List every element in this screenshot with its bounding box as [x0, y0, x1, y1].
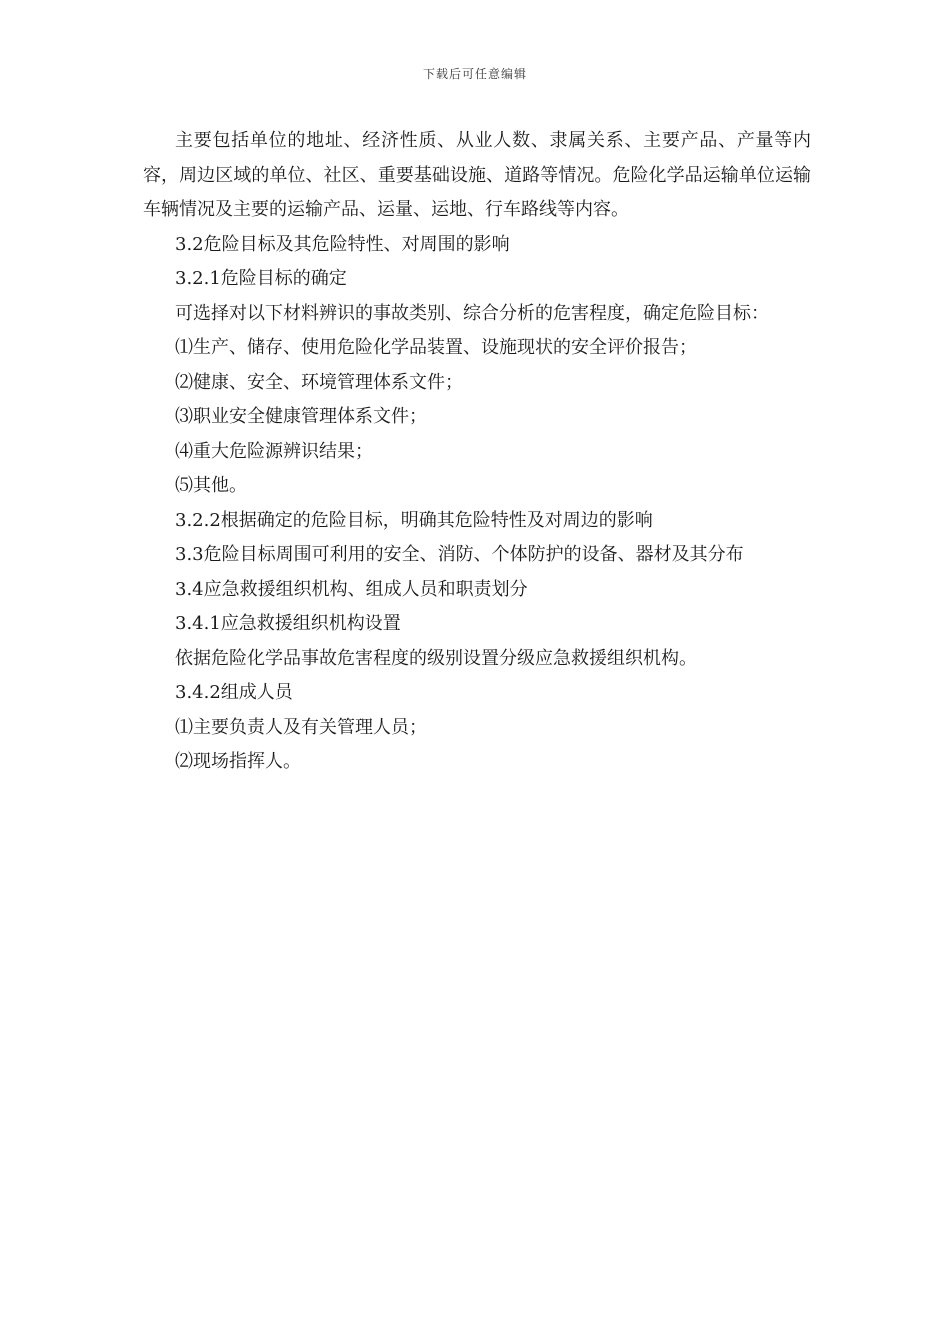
page-header-note: 下载后可任意编辑 [422, 67, 527, 81]
section-heading-3-4-1: 3.4.1应急救援组织机构设置 [175, 613, 401, 634]
list-item: ⑴生产、储存、使用危险化学品装置、设施现状的安全评价报告； [175, 337, 697, 358]
document-body [143, 124, 811, 780]
section-heading-3-2-2: 3.2.2根据确定的危险目标，明确其危险特性及对周边的影响 [175, 509, 653, 531]
intro-paragraph: 主要包括单位的地址、经济性质、从业人数、隶属关系、主要产品、产量等内容，周边区域的单位、社区、重要基础设施、道路等情况。危险化学品运输单位运输车辆情况及主要的运输产品、运量、运地、行车路线等内容。 [143, 130, 811, 220]
body-paragraph: 可选择对以下材料辨识的事故类别、综合分析的危害程度，确定危险目标： [175, 302, 769, 324]
section-heading-3-2: 3.2危险目标及其危险特性、对周围的影响 [175, 233, 510, 255]
list-item: ⑵健康、安全、环境管理体系文件； [175, 371, 463, 393]
list-item: ⑵现场指挥人。 [175, 751, 301, 772]
list-item: ⑶职业安全健康管理体系文件； [175, 406, 427, 427]
list-item: ⑷重大危险源辨识结果； [175, 440, 373, 462]
section-heading-3-3: 3.3危险目标周围可利用的安全、消防、个体防护的设备、器材及其分布 [175, 544, 744, 565]
section-heading-3-4-2: 3.4.2组成人员 [175, 682, 293, 703]
section-heading-3-4: 3.4应急救援组织机构、组成人员和职责划分 [175, 578, 528, 600]
section-heading-3-2-1: 3.2.1危险目标的确定 [175, 268, 347, 289]
list-item: ⑴主要负责人及有关管理人员； [175, 716, 427, 738]
body-paragraph: 依据危险化学品事故危害程度的级别设置分级应急救援组织机构。 [175, 647, 697, 669]
list-item: ⑸其他。 [175, 475, 247, 496]
